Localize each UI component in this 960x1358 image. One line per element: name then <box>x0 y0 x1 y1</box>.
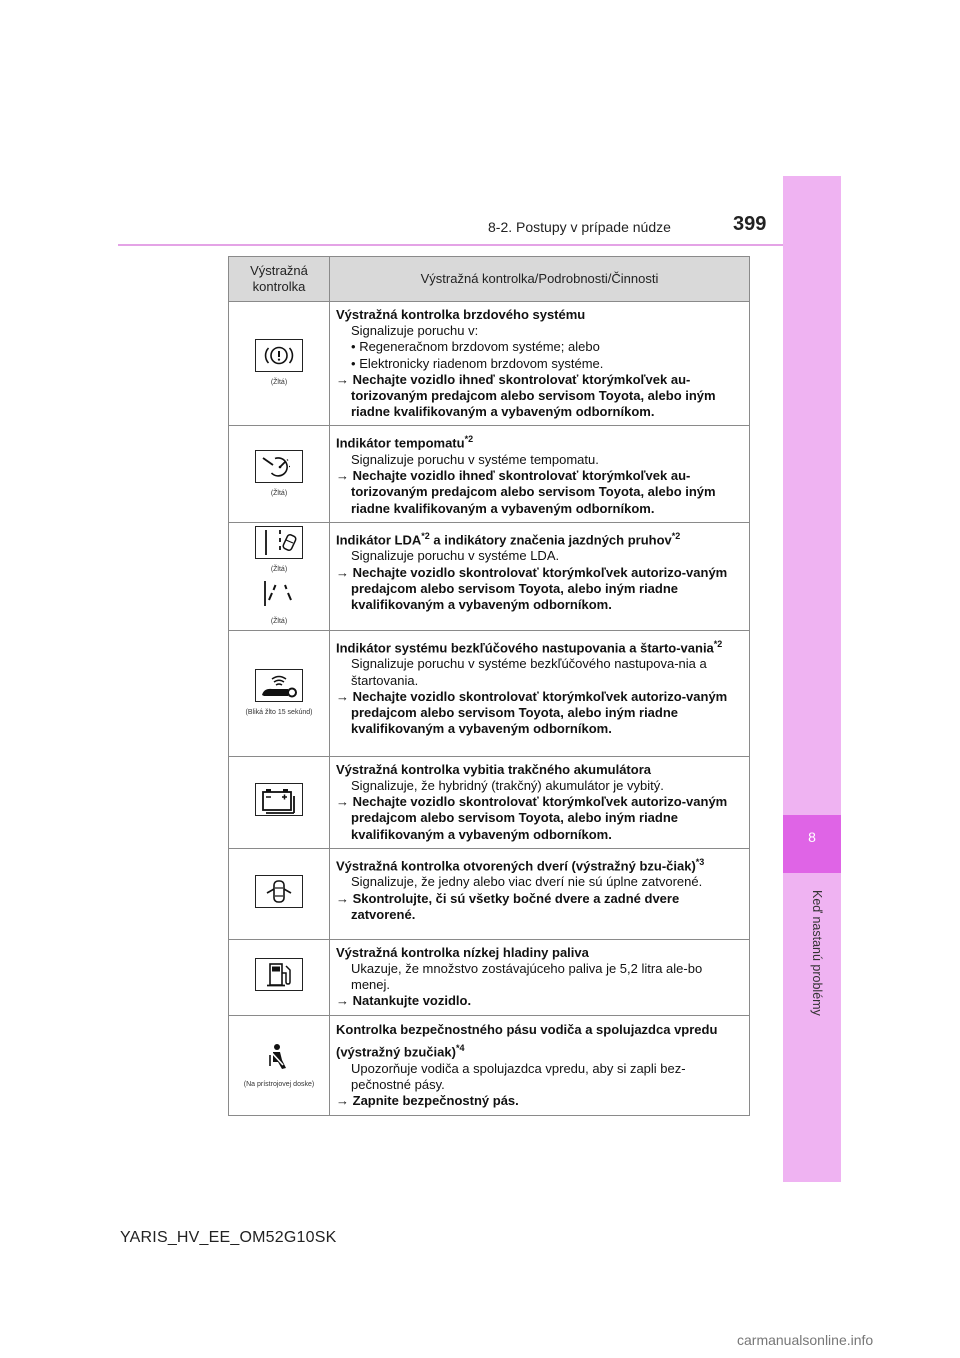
icon-cell <box>229 426 330 522</box>
icon-color-label: (Žltá) <box>270 379 288 387</box>
traction-battery-icon <box>255 783 303 816</box>
icon-cell <box>229 522 330 630</box>
footnote-ref: *2 <box>713 638 723 649</box>
icon-cell <box>229 302 330 426</box>
footnote-ref: *2 <box>464 434 474 445</box>
document-code: YARIS_HV_EE_OM52G10SK <box>120 1229 337 1246</box>
bullet-text: Regeneračnom brzdovom systéme; alebo <box>359 339 600 355</box>
arrow-icon: → <box>336 468 349 484</box>
row-title <box>336 854 743 875</box>
row-title-text: Indikátor systému bezkľúčového nastupovania a štarto-vania <box>336 640 714 656</box>
action-text: Nechajte vozidlo skontrolovať ktorýmkoľvek autorizo-vaným predajcom alebo servisom Toyota, alebo iným riadne kvalifikovaným a vybaveným odborníkom. <box>351 794 728 842</box>
row-detail: Signalizuje poruchu v systéme LDA. <box>351 548 560 564</box>
row-action <box>336 993 743 1009</box>
column-header-details: Výstražná kontrolka/Podrobnosti/Činnosti <box>330 257 750 302</box>
row-action <box>336 891 743 923</box>
arrow-icon: → <box>336 688 349 704</box>
row-detail: Signalizuje, že jedny alebo viac dverí nie sú úplne zatvorené. <box>351 874 703 890</box>
lane-marking-indicator-icon <box>255 578 303 611</box>
table-row <box>229 522 750 630</box>
row-action <box>336 689 743 738</box>
table-row <box>229 756 750 848</box>
row-description <box>330 1015 750 1115</box>
header-rule <box>118 244 783 246</box>
bullet-glyph: • <box>351 355 356 371</box>
list-item <box>336 339 743 355</box>
row-title: Výstražná kontrolka nízkej hladiny paliva <box>336 944 589 960</box>
icon-color-label: (Bliká žlto 15 sekúnd) <box>245 709 313 717</box>
section-title: 8-2. Postupy v prípade núdze <box>488 219 671 235</box>
row-title <box>336 528 743 549</box>
row-description <box>330 302 750 426</box>
footnote-ref: *2 <box>421 530 430 541</box>
open-door-icon <box>255 875 303 908</box>
row-title-text: a indikátory značenia jazdných pruhov <box>429 532 672 548</box>
row-action <box>336 794 743 843</box>
row-title-text: Kontrolka bezpečnostného pásu vodiča a spolujazdca vpredu (výstražný bzučiak) <box>336 1021 718 1059</box>
arrow-icon: → <box>336 371 349 387</box>
row-title-text: Indikátor LDA <box>336 532 422 548</box>
icon-color-label: (Žltá) <box>270 565 288 573</box>
action-text: Nechajte vozidlo ihneď skontrolovať ktorýmkoľvek au-torizovaným predajcom alebo servisom Toyota, alebo iným riadne kvalifikovaným a vybaveným odborníkom. <box>351 371 716 420</box>
row-detail: Signalizuje poruchu v systéme tempomatu. <box>351 451 599 467</box>
row-detail: Ukazuje, že množstvo zostávajúceho paliva je 5,2 litra ale-bo menej. <box>351 960 703 993</box>
arrow-icon: → <box>336 794 349 810</box>
row-action <box>336 372 743 421</box>
row-title-text: Indikátor tempomatu <box>336 435 465 451</box>
lda-indicator-icon <box>255 526 303 559</box>
table-row <box>229 426 750 522</box>
table-header-row <box>229 257 750 302</box>
icon-location-label: (Na prístrojovej doske) <box>243 1080 315 1088</box>
icon-cell <box>229 848 330 939</box>
arrow-icon: → <box>336 890 349 906</box>
bullet-glyph: • <box>351 339 356 355</box>
row-detail: Signalizuje poruchu v systéme bezkľúčového nastupova-nia a štartovania. <box>351 656 707 688</box>
row-detail: Signalizuje, že hybridný (trakčný) akumulátor je vybitý. <box>351 777 664 793</box>
icon-cell <box>229 1015 330 1115</box>
row-title <box>336 1021 743 1061</box>
row-description <box>330 939 750 1015</box>
table-row <box>229 630 750 756</box>
icon-cell <box>229 630 330 756</box>
icon-cell <box>229 939 330 1015</box>
row-action <box>336 565 743 614</box>
table-row <box>229 1015 750 1115</box>
column-header-light: Výstražná kontrolka <box>229 257 330 302</box>
cruise-control-indicator-icon <box>255 450 303 483</box>
arrow-icon: → <box>336 564 349 580</box>
page-number: 399 <box>733 213 767 235</box>
row-description <box>330 756 750 848</box>
icon-cell <box>229 756 330 848</box>
footnote-ref: *2 <box>671 530 681 541</box>
row-description <box>330 630 750 756</box>
row-title: Výstražná kontrolka vybitia trakčného akumulátora <box>336 761 651 777</box>
table-row <box>229 939 750 1015</box>
chapter-title: Keď nastanú problémy <box>810 890 824 1016</box>
arrow-icon: → <box>336 1093 349 1109</box>
low-fuel-icon <box>255 958 303 991</box>
action-text: Zapnite bezpečnostný pás. <box>352 1093 519 1109</box>
footnote-ref: *3 <box>695 856 705 867</box>
row-title-text: Výstražná kontrolka otvorených dverí (výstražný bzu-čiak) <box>336 858 696 874</box>
arrow-icon: → <box>336 993 349 1009</box>
action-text: Nechajte vozidlo skontrolovať ktorýmkoľvek autorizo-vaným predajcom alebo servisom Toyota, alebo iným riadne kvalifikovaným a vybaveným odborníkom. <box>351 688 728 737</box>
row-title <box>336 636 743 657</box>
seatbelt-reminder-icon <box>255 1041 303 1074</box>
row-title <box>336 431 743 452</box>
row-title: Výstražná kontrolka brzdového systému <box>336 307 586 322</box>
table-row <box>229 848 750 939</box>
row-description <box>330 522 750 630</box>
warning-lights-table <box>228 256 750 1116</box>
row-action <box>336 1093 743 1109</box>
row-action <box>336 468 743 517</box>
brake-system-warning-icon <box>255 339 303 372</box>
row-detail: Upozorňuje vodiča a spolujazdca vpredu, aby si zapli bez-pečnostné pásy. <box>351 1060 686 1093</box>
row-description <box>330 848 750 939</box>
row-detail: Signalizuje poruchu v: <box>351 323 479 339</box>
bullet-text: Elektronicky riadenom brzdovom systéme. <box>359 355 604 371</box>
footnote-ref: *4 <box>455 1042 465 1053</box>
icon-color-label: (Žltá) <box>270 489 288 497</box>
list-item <box>336 356 743 372</box>
action-text: Nechajte vozidlo skontrolovať ktorýmkoľvek autorizo-vaným predajcom alebo servisom Toyota, alebo iným riadne kvalifikovaným a vybaveným odborníkom. <box>351 564 728 612</box>
chapter-number: 8 <box>808 829 816 845</box>
action-text: Nechajte vozidlo ihneď skontrolovať ktorýmkoľvek au-torizovaným predajcom alebo servisom Toyota, alebo iným riadne kvalifikovaným a vybaveným odborníkom. <box>351 468 716 516</box>
smart-entry-start-indicator-icon <box>255 669 303 702</box>
icon-color-label: (Žltá) <box>270 618 288 626</box>
table-row <box>229 302 750 426</box>
row-description <box>330 426 750 522</box>
watermark: carmanualsonline.info <box>737 1332 874 1348</box>
action-text: Natankujte vozidlo. <box>352 993 472 1009</box>
action-text: Skontrolujte, či sú všetky bočné dvere a zadné dvere zatvorené. <box>351 890 680 922</box>
